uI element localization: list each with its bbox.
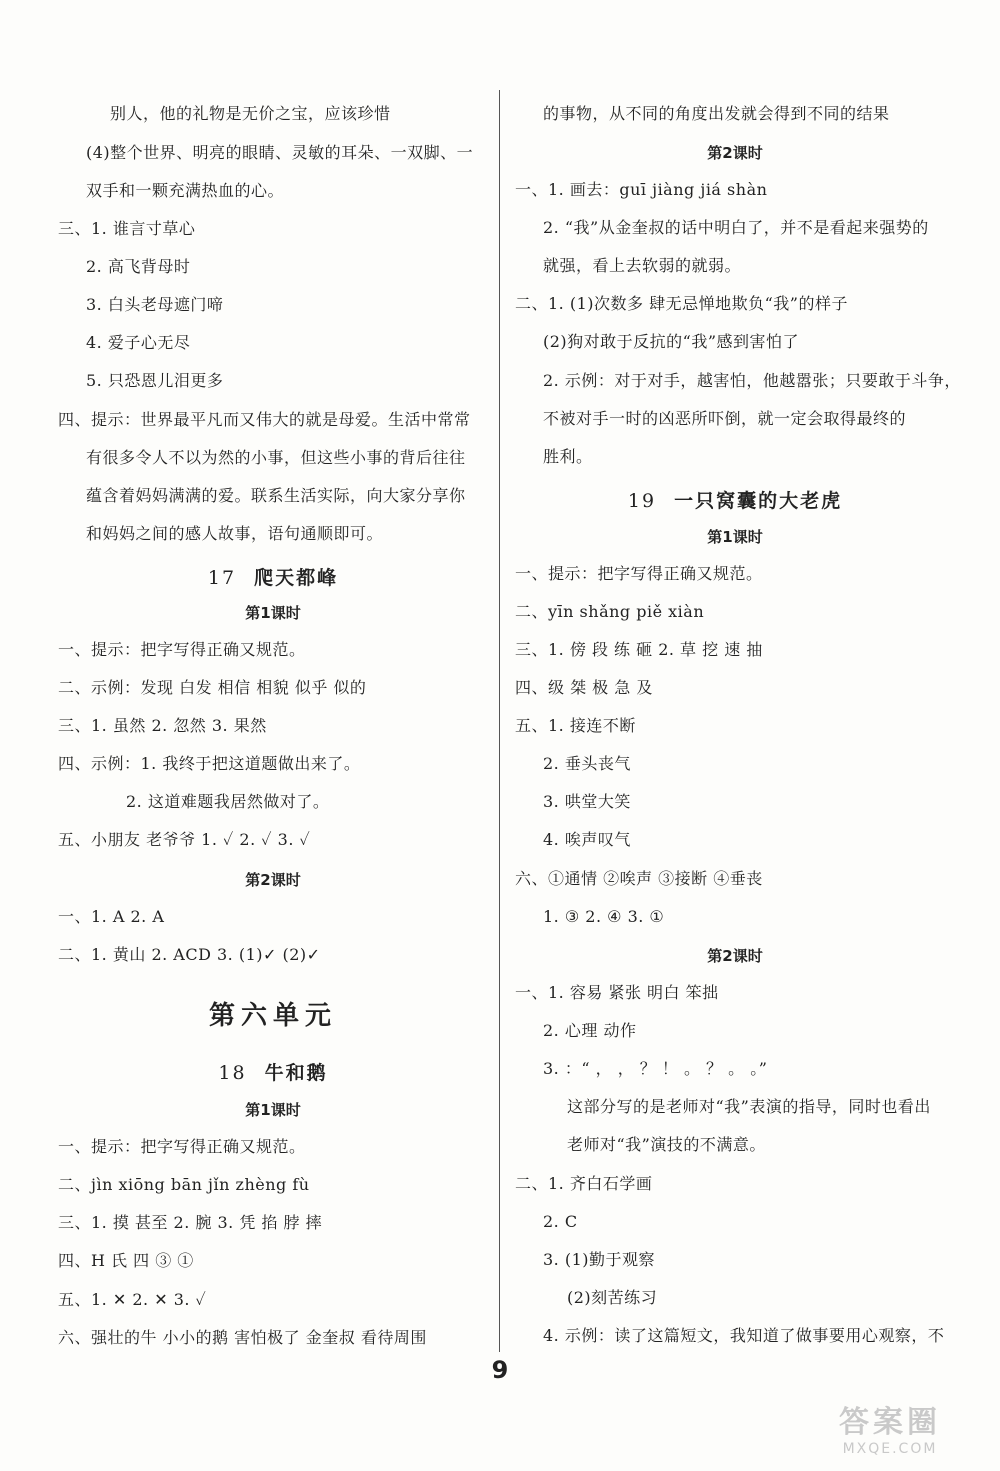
text-line: 2. “我”从金奎叔的话中明白了，并不是看起来强势的 xyxy=(543,218,929,237)
text-line: 五、1. ✕ 2. ✕ 3. ✓ xyxy=(58,1290,207,1309)
text-line: 蕴含着妈妈满满的爱。联系生活实际，向大家分享你 xyxy=(86,486,466,505)
section-heading: 第1课时 xyxy=(707,528,763,546)
text-line: 一、提示：把字写得正确又规范。 xyxy=(58,640,306,659)
text-line: 六、强壮的牛 小小的鹅 害怕极了 金奎叔 看待周围 xyxy=(58,1328,427,1347)
text-line: 一、1. 容易 紧张 明白 笨拙 xyxy=(515,983,719,1002)
text-line: 1. ③ 2. ④ 3. ① xyxy=(543,907,665,926)
text-line: 2. 示例：对于对手，越害怕，他越嚣张；只要敢于斗争， xyxy=(543,371,961,390)
text-line: 二、示例：发现 白发 相信 相貌 似乎 似的 xyxy=(58,678,367,697)
lesson-title: 18 牛和鹅 xyxy=(218,1062,328,1084)
text-line: 二、1. (1)次数多 肆无忌惮地欺负“我”的样子 xyxy=(515,294,848,313)
text-line: 五、1. 接连不断 xyxy=(515,716,636,735)
text-line: 三、1. 虽然 2. 忽然 3. 果然 xyxy=(58,716,267,735)
text-line: 这部分写的是老师对“我”表演的指导，同时也看出 xyxy=(567,1097,931,1116)
text-line: 二、1. 黄山 2. ACD 3. (1)✓ (2)✓ xyxy=(58,945,321,964)
lesson-title: 19 一只窝囊的大老虎 xyxy=(627,490,843,512)
text-line: 的事物，从不同的角度出发就会得到不同的结果 xyxy=(543,104,890,123)
text-line: 4. 爱子心无尽 xyxy=(86,333,191,352)
text-line: 五、小朋友 老爷爷 1. ✓ 2. ✓ 3. ✓ xyxy=(58,830,311,849)
text-line: 一、1. 画去：guī jiàng jiá shàn xyxy=(515,180,768,199)
text-line: 和妈妈之间的感人故事，语句通顺即可。 xyxy=(86,524,384,543)
text-line: 四、提示：世界最平凡而又伟大的就是母爱。生活中常常 xyxy=(58,410,471,429)
text-line: 2. 心理 动作 xyxy=(543,1021,637,1040)
text-line: 有很多令人不以为然的小事，但这些小事的背后往往 xyxy=(86,448,466,467)
text-line: (4)整个世界、明亮的眼睛、灵敏的耳朵、一双脚、一 xyxy=(86,143,474,162)
watermark-url: MXQE.COM xyxy=(842,1441,938,1457)
text-line: 四、级 桀 极 急 及 xyxy=(515,678,653,697)
watermark-logo xyxy=(800,1405,980,1465)
section-heading: 第1课时 xyxy=(245,604,301,622)
text-line: (2)狗对敢于反抗的“我”感到害怕了 xyxy=(543,332,800,351)
text-line: 别人，他的礼物是无价之宝，应该珍惜 xyxy=(110,104,391,123)
lesson-title: 17 爬天都峰 xyxy=(207,567,339,589)
text-line: (2)刻苦练习 xyxy=(567,1288,658,1307)
text-line: 4. 示例：读了这篇短文，我知道了做事要用心观察，不 xyxy=(543,1326,945,1345)
unit-title: 第六单元 xyxy=(208,1001,337,1031)
text-line: 3. ：“ ， ， ？ ！ 。 ？ 。 。” xyxy=(543,1059,768,1078)
text-line: 二、jìn xiōng bān jǐn zhèng fù xyxy=(58,1175,310,1194)
text-line: 一、提示：把字写得正确又规范。 xyxy=(515,564,763,583)
text-line: 三、1. 谁言寸草心 xyxy=(58,219,196,238)
text-line: 2. 高飞背母时 xyxy=(86,257,191,276)
text-line: 3. 白头老母遮门啼 xyxy=(86,295,224,314)
text-line: 一、提示：把字写得正确又规范。 xyxy=(58,1137,306,1156)
text-line: 3. (1)勤于观察 xyxy=(543,1250,656,1269)
text-line: 六、①通情 ②唉声 ③接断 ④垂丧 xyxy=(515,869,763,888)
text-line: 2. 垂头丧气 xyxy=(543,754,631,773)
text-line: 2. C xyxy=(543,1212,578,1231)
text-line: 老师对“我”演技的不满意。 xyxy=(567,1135,766,1154)
text-line: 胜利。 xyxy=(543,447,593,466)
text-line: 2. 这道难题我居然做对了。 xyxy=(126,792,330,811)
section-heading: 第1课时 xyxy=(245,1101,301,1119)
text-line: 三、1. 傍 段 练 砸 2. 草 挖 速 抽 xyxy=(515,640,763,659)
text-line: 就强，看上去软弱的就弱。 xyxy=(543,256,742,275)
page-number: 9 xyxy=(491,1356,509,1384)
text-line: 双手和一颗充满热血的心。 xyxy=(86,181,285,200)
column-divider xyxy=(499,90,500,1352)
text-line: 三、1. 摸 甚至 2. 腕 3. 凭 掐 脖 摔 xyxy=(58,1213,323,1232)
section-heading: 第2课时 xyxy=(707,947,763,965)
text-line: 二、1. 齐白石学画 xyxy=(515,1174,653,1193)
section-heading: 第2课时 xyxy=(707,144,763,162)
text-line: 5. 只恐恩儿泪更多 xyxy=(86,371,224,390)
text-line: 不被对手一时的凶恶所吓倒，就一定会取得最终的 xyxy=(543,409,907,428)
text-line: 一、1. A 2. A xyxy=(58,907,165,926)
watermark-text: 答案圈 xyxy=(839,1405,941,1440)
section-heading: 第2课时 xyxy=(245,871,301,889)
text-line: 3. 哄堂大笑 xyxy=(543,792,631,811)
text-line: 四、示例：1. 我终于把这道题做出来了。 xyxy=(58,754,361,773)
text-line: 4. 唉声叹气 xyxy=(543,830,631,849)
text-line: 二、yīn shǎng piě xiàn xyxy=(515,602,705,621)
text-line: 四、H 氏 四 ③ ① xyxy=(58,1251,194,1270)
